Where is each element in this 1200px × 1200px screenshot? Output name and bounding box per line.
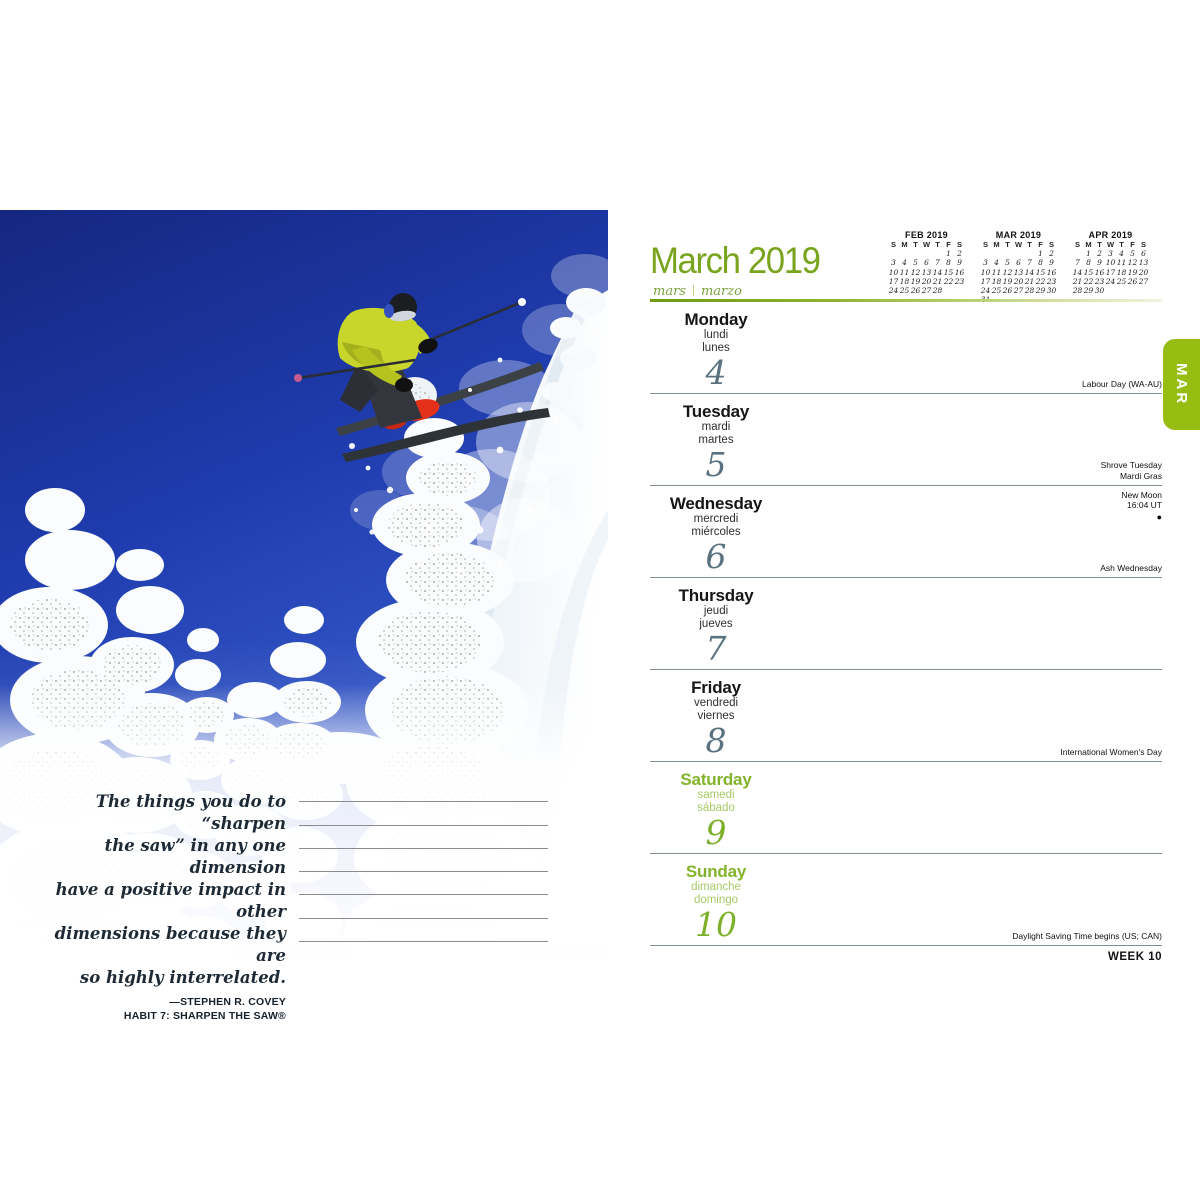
mini-calendar-grid <box>980 240 1057 305</box>
mini-calendar-empty-cell <box>1105 286 1116 295</box>
holiday-notes-top <box>1121 490 1162 522</box>
quote-line: dimensions because they are <box>54 924 286 965</box>
note-line: New Moon <box>1121 490 1162 500</box>
mini-calendar-day: 15 <box>943 267 954 277</box>
mini-calendar-day: 14 <box>1024 267 1035 277</box>
mini-calendar-day: 15 <box>1083 267 1094 277</box>
mini-calendar-day: 22 <box>943 276 954 286</box>
mini-calendar-mar-2019 <box>980 230 1057 305</box>
day-name: Friday <box>691 678 741 697</box>
mini-calendar-day: 17 <box>1105 267 1116 277</box>
mini-calendar-day: 13 <box>1138 258 1149 268</box>
mini-calendar-apr-2019 <box>1072 230 1149 305</box>
mini-calendar-empty-cell <box>1138 286 1149 295</box>
mini-calendar-empty-cell <box>954 286 965 295</box>
mini-calendar-empty-cell <box>910 249 921 258</box>
holiday-notes <box>1082 379 1162 390</box>
mini-calendar-day: 26 <box>910 286 921 296</box>
mini-calendar-day: 27 <box>1013 286 1024 296</box>
holiday-notes <box>1100 563 1162 574</box>
mini-calendar-title: MAR 2019 <box>995 230 1042 240</box>
day-name: Wednesday <box>669 494 763 513</box>
day-name-spanish: domingo <box>693 894 739 906</box>
mini-calendar-day: 28 <box>1072 286 1083 296</box>
mini-calendar-weekday: W <box>922 240 931 249</box>
mini-calendar-day: 16 <box>1046 267 1057 277</box>
mini-calendar-weekday: S <box>1048 240 1054 249</box>
mini-calendar-empty-cell <box>932 249 943 258</box>
mini-calendar-day: 10 <box>1105 258 1116 268</box>
mini-calendar-day: 5 <box>1130 249 1135 258</box>
mini-calendar-weekday: S <box>1140 240 1146 249</box>
week-rows <box>650 302 1162 946</box>
mini-calendar-day: 12 <box>1002 267 1013 277</box>
mini-calendar-weekday: S <box>890 240 896 249</box>
month-tab-label: MAR <box>1173 362 1190 407</box>
mini-calendar-day: 24 <box>980 286 991 296</box>
mini-calendar-day: 19 <box>1127 267 1138 277</box>
mini-calendar-day: 12 <box>910 267 921 277</box>
mini-calendar-weekday: M <box>993 240 1000 249</box>
mini-calendar-weekday: S <box>956 240 962 249</box>
mini-calendar-day: 25 <box>899 286 910 296</box>
mini-calendar-day: 8 <box>946 258 951 268</box>
mini-calendar-day: 13 <box>1013 267 1024 277</box>
note-line: Daylight Saving Time begins (US; CAN) <box>1012 930 1162 941</box>
day-name-french: samedi <box>697 789 735 801</box>
day-name-spanish: sábado <box>697 802 735 814</box>
day-name-french: mardi <box>701 421 731 433</box>
mini-calendar-weekday: T <box>1097 240 1102 249</box>
day-row-friday <box>650 670 1162 762</box>
mini-calendar-day: 24 <box>1105 276 1116 286</box>
note-line: Labour Day (WA-AU) <box>1082 378 1162 389</box>
day-date: 7 <box>705 629 727 668</box>
mini-calendar-day: 7 <box>1075 258 1080 268</box>
writing-lines <box>299 779 548 942</box>
new-moon-icon: ● <box>1156 512 1162 522</box>
mini-calendar-day: 8 <box>1038 258 1043 268</box>
mini-calendar-day: 28 <box>1024 286 1035 296</box>
mini-calendar-day: 19 <box>1002 276 1013 286</box>
mini-calendar-day: 26 <box>1127 276 1138 286</box>
mini-calendar-day: 9 <box>957 258 962 268</box>
mini-calendar-day: 11 <box>1116 258 1127 268</box>
day-header <box>658 678 774 760</box>
mini-calendar-grid <box>888 240 965 295</box>
day-date: 6 <box>705 537 727 576</box>
mini-calendar-empty-cell <box>1013 249 1024 258</box>
day-name-french: jeudi <box>703 605 729 617</box>
holiday-notes <box>1060 747 1162 758</box>
mini-calendar-day: 23 <box>1046 276 1057 286</box>
mini-calendar-day: 30 <box>1094 286 1105 296</box>
day-name-french: vendredi <box>693 697 739 709</box>
mini-calendar-day: 26 <box>1002 286 1013 296</box>
mini-calendar-day: 6 <box>924 258 929 268</box>
mini-calendar-empty-cell <box>1024 249 1035 258</box>
mini-calendar-day: 6 <box>1141 249 1146 258</box>
page-title: March 2019 <box>650 240 820 281</box>
mini-calendar-day: 10 <box>980 267 991 277</box>
mini-calendar-day: 15 <box>1035 267 1046 277</box>
mini-calendar-day: 3 <box>891 258 896 268</box>
quote-line: the saw” in any one dimension <box>104 836 286 877</box>
writing-line <box>299 872 548 895</box>
mini-calendar-weekday: T <box>935 240 940 249</box>
mini-calendar-day: 19 <box>910 276 921 286</box>
day-name: Tuesday <box>682 402 750 421</box>
mini-calendar-weekday: M <box>901 240 908 249</box>
day-date: 4 <box>705 353 727 392</box>
quote-line: have a positive impact in other <box>55 880 286 921</box>
mini-calendar-day: 16 <box>954 267 965 277</box>
mini-calendar-weekday: F <box>1038 240 1043 249</box>
mini-calendar-day: 4 <box>902 258 907 268</box>
week-number-label: WEEK 10 <box>1108 951 1162 963</box>
day-row-sunday <box>650 854 1162 946</box>
day-row-saturday <box>650 762 1162 854</box>
mini-calendar-day: 12 <box>1127 258 1138 268</box>
day-name-spanish: jueves <box>699 618 733 630</box>
mini-calendar-empty-cell <box>921 249 932 258</box>
mini-calendar-day: 20 <box>1138 267 1149 277</box>
writing-line <box>299 895 548 918</box>
mini-calendar-day: 23 <box>1094 276 1105 286</box>
writing-line <box>299 826 548 849</box>
mini-calendar-weekday: T <box>1005 240 1010 249</box>
mini-calendar-day: 18 <box>1116 267 1127 277</box>
mini-calendar-day: 30 <box>1046 286 1057 296</box>
day-row-thursday <box>650 578 1162 670</box>
mini-calendar-empty-cell <box>888 249 899 258</box>
day-name-spanish: miércoles <box>691 526 741 538</box>
mini-calendar-empty-cell <box>1002 249 1013 258</box>
day-name-spanish: lunes <box>702 342 730 354</box>
note-line: Ash Wednesday <box>1100 562 1162 573</box>
day-row-wednesday <box>650 486 1162 578</box>
mini-calendar-empty-cell <box>991 249 1002 258</box>
mini-calendar-day: 11 <box>899 267 910 277</box>
day-name-french: dimanche <box>691 881 741 893</box>
day-date: 8 <box>705 721 727 760</box>
mini-calendar-day: 16 <box>1094 267 1105 277</box>
note-line: International Women's Day <box>1060 746 1162 757</box>
mini-calendar-day: 14 <box>1072 267 1083 277</box>
day-date: 10 <box>695 905 737 944</box>
mini-calendar-day: 1 <box>946 249 951 258</box>
mini-calendar-day: 5 <box>1005 258 1010 268</box>
mini-calendar-empty-cell <box>1127 286 1138 295</box>
mini-calendar-day: 27 <box>1138 276 1149 286</box>
quote-block <box>30 791 286 1023</box>
writing-line <box>299 919 548 942</box>
mini-calendar-weekday: F <box>1130 240 1135 249</box>
mini-calendar-weekday: W <box>1106 240 1115 249</box>
mini-calendar-day: 2 <box>1049 249 1054 258</box>
day-row-tuesday <box>650 394 1162 486</box>
mini-calendar-weekday: T <box>1027 240 1032 249</box>
mini-calendar-day: 20 <box>1013 276 1024 286</box>
holiday-notes <box>1012 931 1162 942</box>
mini-calendar-day: 2 <box>1097 249 1102 258</box>
mini-calendar-day: 24 <box>888 286 899 296</box>
glove <box>395 378 413 392</box>
mini-calendar-empty-cell <box>943 286 954 295</box>
mini-calendar-weekday: T <box>913 240 918 249</box>
note-line: 16:04 UT <box>1127 500 1162 510</box>
mini-calendar-day: 3 <box>1108 249 1113 258</box>
mini-calendar-day: 1 <box>1038 249 1043 258</box>
note-line: Mardi Gras <box>1119 470 1162 481</box>
mini-calendar-day: 8 <box>1086 258 1091 268</box>
mini-calendar-day: 22 <box>1035 276 1046 286</box>
mini-calendar-day: 7 <box>1027 258 1032 268</box>
day-date: 9 <box>705 813 727 852</box>
quote-line: The things you do to “sharpen <box>95 792 286 833</box>
quote-source: HABIT 7: SHARPEN THE SAW® <box>123 1009 286 1022</box>
mini-calendar-day: 13 <box>921 267 932 277</box>
writing-line <box>299 849 548 872</box>
mini-calendar-weekday: S <box>982 240 988 249</box>
day-name: Thursday <box>678 586 754 605</box>
note-line: Shrove Tuesday <box>1100 460 1162 470</box>
mini-calendar-day: 9 <box>1049 258 1054 268</box>
subtitle-divider-bar <box>693 285 694 296</box>
mini-calendar-day: 25 <box>991 286 1002 296</box>
day-name: Sunday <box>685 862 747 881</box>
writing-line <box>299 779 548 802</box>
pole-basket <box>294 374 302 382</box>
day-name-french: mercredi <box>693 513 739 525</box>
quote-lines <box>30 791 286 989</box>
day-name-spanish: martes <box>698 434 734 446</box>
day-header <box>658 862 774 944</box>
mini-calendar-grid <box>1072 240 1149 295</box>
mini-calendar-day: 27 <box>921 286 932 296</box>
mini-calendar-day: 20 <box>921 276 932 286</box>
day-date: 5 <box>705 445 727 484</box>
mini-calendar-day: 21 <box>932 276 943 286</box>
day-header <box>658 586 774 668</box>
mini-calendar-empty-cell <box>980 249 991 258</box>
day-name: Saturday <box>680 770 752 789</box>
day-header <box>658 402 774 484</box>
subtitle-french: mars <box>653 284 686 299</box>
mini-calendar-feb-2019 <box>888 230 965 305</box>
mini-calendar-day: 17 <box>980 276 991 286</box>
mini-calendar-day: 10 <box>888 267 899 277</box>
mini-calendar-day: 7 <box>935 258 940 268</box>
mini-calendar-day: 14 <box>932 267 943 277</box>
mini-calendar-day: 28 <box>932 286 943 296</box>
mini-calendar-day: 18 <box>991 276 1002 286</box>
mini-calendar-weekday: S <box>1074 240 1080 249</box>
quote-attribution: —STEPHEN R. COVEY <box>169 996 286 1008</box>
mini-calendar-day: 5 <box>913 258 918 268</box>
day-name-spanish: viernes <box>697 710 735 722</box>
day-row-monday <box>650 302 1162 394</box>
mini-calendar-empty-cell <box>1072 249 1083 258</box>
mini-calendar-weekday: F <box>946 240 951 249</box>
mini-calendar-day: 23 <box>954 276 965 286</box>
month-tab-mar <box>1163 339 1200 430</box>
mini-calendars <box>888 230 1149 305</box>
mini-calendar-day: 17 <box>888 276 899 286</box>
mini-calendar-day: 3 <box>983 258 988 268</box>
mini-calendar-empty-cell <box>899 249 910 258</box>
day-header <box>658 770 774 852</box>
mini-calendar-weekday: M <box>1085 240 1092 249</box>
mini-calendar-weekday: W <box>1014 240 1023 249</box>
quote-line: so highly interrelated. <box>79 968 286 987</box>
writing-line <box>299 802 548 825</box>
mini-calendar-weekday: T <box>1119 240 1124 249</box>
mini-calendar-empty-cell <box>1116 286 1127 295</box>
day-name-french: lundi <box>703 329 729 341</box>
mini-calendar-day: 9 <box>1097 258 1102 268</box>
mini-calendar-title: APR 2019 <box>1088 230 1133 240</box>
day-name: Monday <box>684 310 748 329</box>
mini-calendar-day: 22 <box>1083 276 1094 286</box>
holiday-notes <box>1101 460 1162 481</box>
mini-calendar-day: 21 <box>1072 276 1083 286</box>
mini-calendar-day: 1 <box>1086 249 1091 258</box>
mini-calendar-day: 29 <box>1083 286 1094 296</box>
day-header <box>658 494 774 576</box>
page-subtitle <box>653 284 742 299</box>
subtitle-spanish: marzo <box>700 284 742 299</box>
mini-calendar-title: FEB 2019 <box>905 230 948 240</box>
mini-calendar-day: 25 <box>1116 276 1127 286</box>
mini-calendar-day: 2 <box>957 249 962 258</box>
mini-calendar-day: 6 <box>1016 258 1021 268</box>
day-header <box>658 310 774 392</box>
mini-calendar-day: 4 <box>1119 249 1124 258</box>
mini-calendar-day: 11 <box>991 267 1002 277</box>
mini-calendar-day: 21 <box>1024 276 1035 286</box>
mini-calendar-day: 18 <box>899 276 910 286</box>
mini-calendar-day: 4 <box>994 258 999 268</box>
mini-calendar-day: 29 <box>1035 286 1046 296</box>
